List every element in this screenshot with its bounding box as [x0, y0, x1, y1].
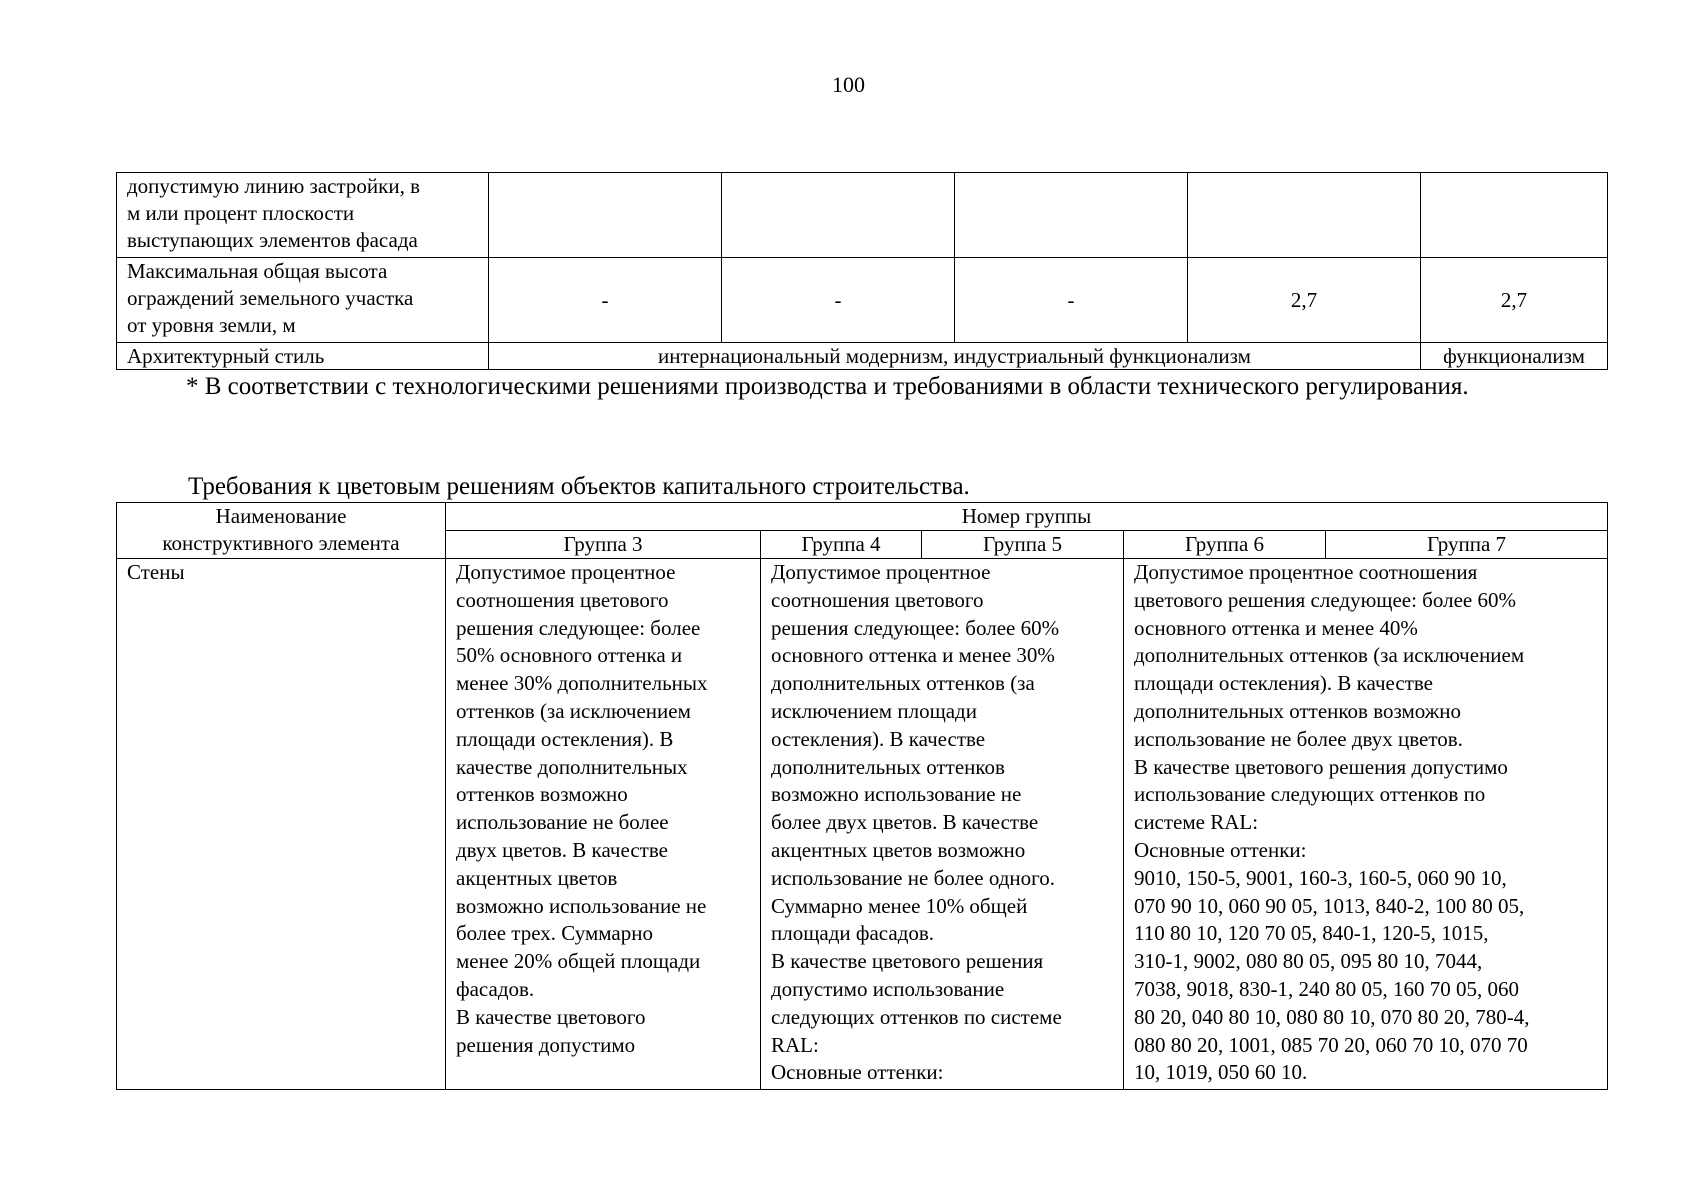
table-cell — [489, 173, 722, 258]
table-cell — [955, 173, 1188, 258]
building-parameters-table — [116, 172, 1608, 370]
table-row — [117, 343, 1608, 370]
table-cell: интернациональный модернизм, индустриальный функционализм — [489, 343, 1421, 370]
color-requirements-table — [116, 502, 1608, 1090]
table-cell — [1188, 173, 1421, 258]
table-cell: - — [722, 258, 955, 343]
table-row — [117, 258, 1608, 343]
table-row — [117, 559, 1608, 1090]
group-4-5-cell: Допустимое процентное соотношения цветового решения следующее: более 60% основного оттенка и менее 30% дополнительных оттенков (за исключением площади остекления). В качестве дополнительных оттенков возможно использование не более двух цветов. В качестве акцентных цветов возможно использование не более одного. Суммарно менее 10% общей площади фасадов. В качестве цветового решения допустимо использование следующих оттенков по системе RAL: Основные оттенки: — [761, 559, 1124, 1090]
group-6-7-cell: Допустимое процентное соотношения цветового решения следующее: более 60% основного оттенка и менее 40% дополнительных оттенков (за исключением площади остекления). В качестве дополнительных оттенков возможно использование не более двух цветов. В качестве цветового решения допустимо использование следующих оттенков по системе RAL: Основные оттенки: 9010, 150-5, 9001, 160-3, 160-5, 060 90 10, 070 90 10, 060 90 05, 1013, 840-2, 100 80 05, 110 80 10, 120 70 05, 840-1, 120-5, 1015, 310-1, 9002, 080 80 05, 095 80 10, 7044, 7038, 9018, 830-1, 240 80 05, 160 70 05, 060 80 20, 040 80 10, 080 80 10, 070 80 20, 780-4, 080 80 20, 1001, 085 70 20, 060 70 10, 070 70 10, 1019, 050 60 10. — [1124, 559, 1608, 1090]
table-cell: 2,7 — [1421, 258, 1608, 343]
table-row — [117, 173, 1608, 258]
column-header-group-3: Группа 3 — [446, 531, 761, 559]
table-cell: - — [955, 258, 1188, 343]
table-cell — [1421, 173, 1608, 258]
table-cell: функционализм — [1421, 343, 1608, 370]
footnote: * В соответствии с технологическими решениями производства и требованиями в области технического регулирования. — [186, 373, 1469, 400]
table-caption: Требования к цветовым решениям объектов капитального строительства. — [188, 473, 970, 500]
page-number: 100 — [832, 72, 865, 97]
table-cell — [722, 173, 955, 258]
column-header-group-5: Группа 5 — [922, 531, 1124, 559]
row-label: допустимую линию застройки, в м или процент плоскости выступающих элементов фасада — [117, 173, 489, 258]
row-label: Максимальная общая высота ограждений земельного участка от уровня земли, м — [117, 258, 489, 343]
element-cell-walls: Стены — [117, 559, 446, 1090]
table-header-row — [117, 503, 1608, 531]
column-header-element: Наименование конструктивного элемента — [117, 503, 446, 559]
table-cell: 2,7 — [1188, 258, 1421, 343]
column-header-group-6: Группа 6 — [1124, 531, 1326, 559]
row-label: Архитектурный стиль — [117, 343, 489, 370]
column-header-group-7: Группа 7 — [1326, 531, 1608, 559]
group-3-cell: Допустимое процентное соотношения цветового решения следующее: более 50% основного оттенка и менее 30% дополнительных оттенков (за исключением площади остекления). В качестве дополнительных оттенков возможно использование не более двух цветов. В качестве акцентных цветов возможно использование не более трех. Суммарно менее 20% общей площади фасадов. В качестве цветового решения допустимо — [446, 559, 761, 1090]
column-header-group-number: Номер группы — [446, 503, 1608, 531]
table-cell: - — [489, 258, 722, 343]
column-header-group-4: Группа 4 — [761, 531, 922, 559]
